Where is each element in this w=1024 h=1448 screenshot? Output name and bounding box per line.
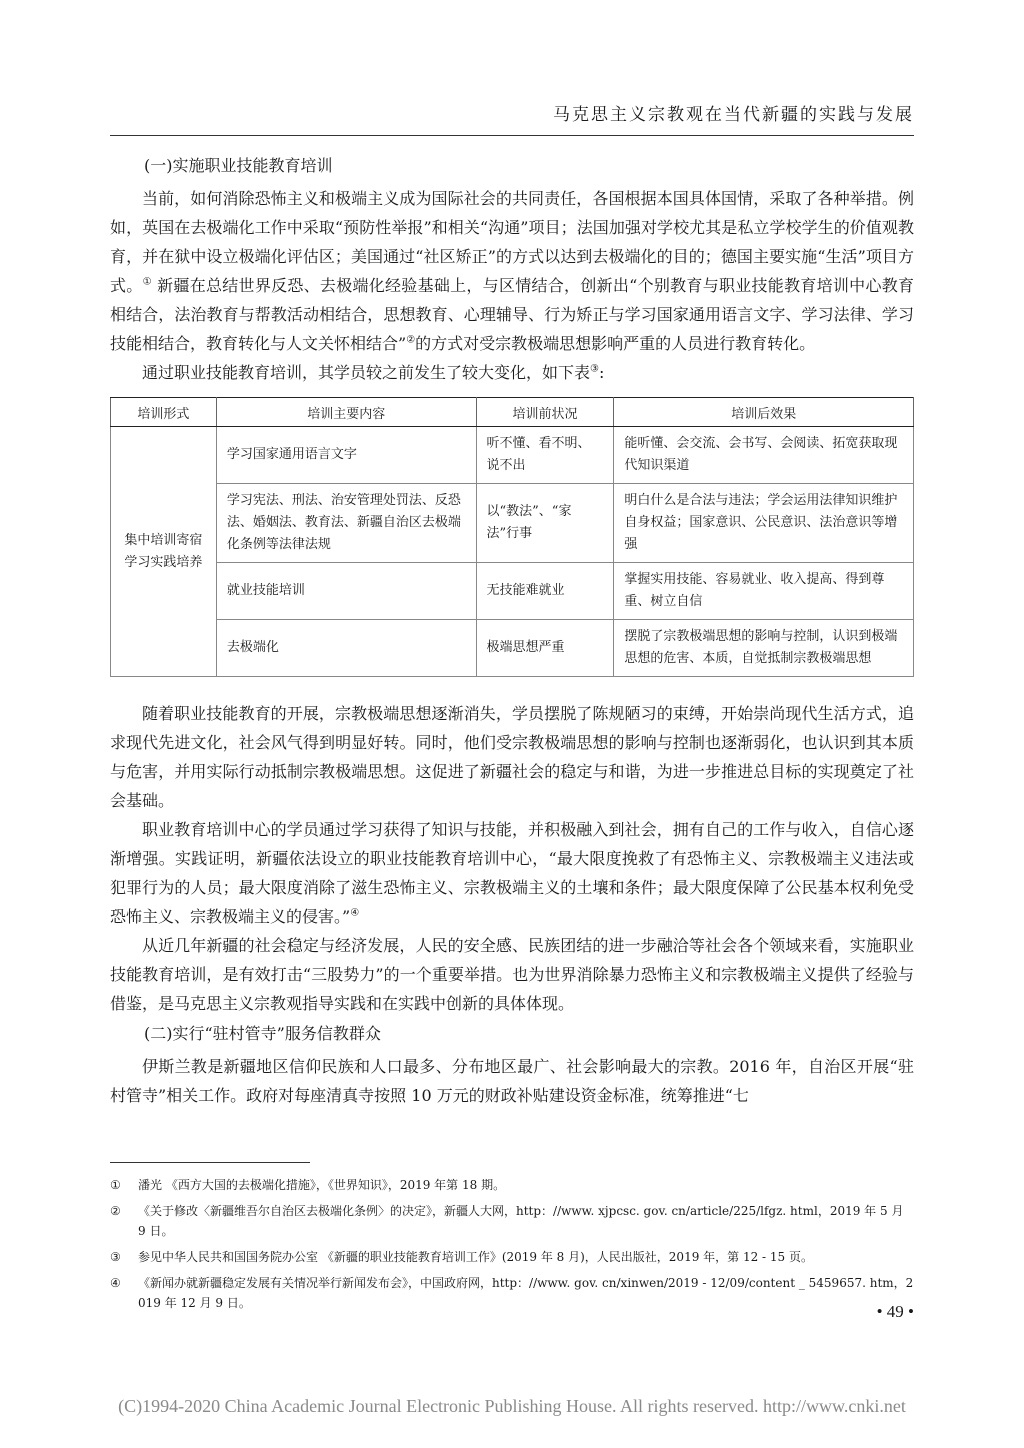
table-cell: 学习宪法、刑法、治安管理处罚法、反恐法、婚姻法、教育法、新疆自治区去极端化条例等法律法规 [216, 484, 476, 563]
footnote-ref-2[interactable]: ② [406, 334, 416, 346]
section-heading-1: (一)实施职业技能教育培训 [144, 156, 333, 175]
table-header: 培训后效果 [614, 398, 914, 427]
table-cell: 摆脱了宗教极端思想的影响与控制，认识到极端思想的危害、本质，自觉抵制宗教极端思想 [614, 620, 914, 677]
page-number: • 49 • [876, 1302, 914, 1321]
training-form-cell: 集中培训寄宿学习实践培养 [111, 427, 217, 677]
table-row [111, 563, 914, 620]
table-header: 培训前状况 [476, 398, 614, 427]
paragraph-3: 随着职业技能教育的开展，宗教极端思想逐渐消失，学员摆脱了陈规陋习的束缚，开始崇尚现代生活方式，追求现代先进文化，社会风气得到明显好转。同时，他们受宗教极端思想的影响与控制也逐渐弱化，也认识到其本质与危害，并用实际行动抵制宗教极端思想。这促进了新疆社会的稳定与和谐，为进一步推进总目标的实现奠定了社会基础。 [110, 704, 914, 810]
footnote-text: 《新闻办就新疆稳定发展有关情况举行新闻发布会》，中国政府网，http：//www. gov. cn/xinwen/2019 - 12/09/content _ 5459657. htm，2019 年 12 月 9 日。 [138, 1276, 914, 1310]
table-row [111, 427, 914, 484]
table-cell: 就业技能培训 [216, 563, 476, 620]
paragraph-5: 从近几年新疆的社会稳定与经济发展，人民的安全感、民族团结的进一步融洽等社会各个领域来看，实施职业技能教育培训，是有效打击“三股势力”的一个重要举措。也为世界消除暴力恐怖主义和宗教极端主义提供了经验与借鉴，是马克思主义宗教观指导实践和在实践中创新的具体体现。 [110, 936, 914, 1013]
table-cell: 以“教法”、“家法”行事 [476, 484, 614, 563]
footnote-mark: ② [110, 1204, 121, 1218]
footnote-item [110, 1247, 914, 1267]
footnote-item [110, 1201, 914, 1241]
copyright-notice: (C)1994-2020 China Academic Journal Electronic Publishing House. All rights reserved. http://www.cnki.net [118, 1396, 906, 1416]
footnote-ref-4[interactable]: ④ [350, 907, 360, 919]
table-cell: 极端思想严重 [476, 620, 614, 677]
footnote-mark: ③ [110, 1250, 121, 1264]
training-table [110, 397, 914, 677]
table-cell: 能听懂、会交流、会书写、会阅读、拓宽获取现代知识渠道 [614, 427, 914, 484]
footnote-mark: ① [110, 1178, 121, 1192]
footnote-item [110, 1175, 914, 1195]
footnote-item [110, 1273, 914, 1313]
footnotes [110, 1175, 914, 1313]
footnote-divider [110, 1162, 310, 1163]
footnote-text: 潘光 《西方大国的去极端化措施》，《世界知识》，2019 年第 18 期。 [138, 1178, 506, 1192]
footnote-text: 《关于修改〈新疆维吾尔自治区去极端化条例〉的决定》，新疆人大网，http：//www. xjpcsc. gov. cn/article/225/lfgz. html，2019 年 5 月 9 日。 [138, 1204, 904, 1238]
section-heading-2: (二)实行“驻村管寺”服务信教群众 [144, 1024, 381, 1043]
table-header: 培训形式 [111, 398, 217, 427]
paragraph-1: 当前，如何消除恐怖主义和极端主义成为国际社会的共同责任，各国根据本国具体国情，采取了各种举措。例如，英国在去极端化工作中采取“预防性举报”和相关“沟通”项目；法国加强对学校尤其是私立学校学生的价值观教育，并在狱中设立极端化评估区；美国通过“社区矫正”的方式以达到去极端化的目的；德国主要实施“生活”项目方式。① 新疆在总结世界反恐、去极端化经验基础上，与区情结合，创新出“个别教育与职业技能教育培训中心教育相结合，法治教育与帮教活动相结合，思想教育、心理辅导、行为矫正与学习国家通用语言文字、学习法律、学习技能相结合，教育转化与人文关怀相结合”②的方式对受宗教极端思想影响严重的人员进行教育转化。 [110, 189, 914, 353]
table-cell: 学习国家通用语言文字 [216, 427, 476, 484]
paragraph-4: 职业教育培训中心的学员通过学习获得了知识与技能，并积极融入到社会，拥有自己的工作与收入，自信心逐渐增强。实践证明，新疆依法设立的职业技能教育培训中心，“最大限度挽救了有恐怖主义、宗教极端主义违法或犯罪行为的人员；最大限度消除了滋生恐怖主义、宗教极端主义的土壤和条件；最大限度保障了公民基本权利免受恐怖主义、宗教极端主义的侵害。”④ [110, 820, 914, 926]
table-header: 培训主要内容 [216, 398, 476, 427]
table-cell: 明白什么是合法与违法；学会运用法律知识维护自身权益；国家意识、公民意识、法治意识等增强 [614, 484, 914, 563]
footnote-mark: ④ [110, 1276, 121, 1290]
article-body [110, 152, 914, 1319]
footnote-ref-1[interactable]: ① [142, 276, 152, 288]
table-row [111, 484, 914, 563]
paragraph-6: 伊斯兰教是新疆地区信仰民族和人口最多、分布地区最广、社会影响最大的宗教。2016 年，自治区开展“驻村管寺”相关工作。政府对每座清真寺按照 10 万元的财政补贴建设资金标准，统筹推进“七 [110, 1057, 914, 1105]
table-cell: 去极端化 [216, 620, 476, 677]
running-head: 马克思主义宗教观在当代新疆的实践与发展 [110, 100, 914, 136]
footnote-ref-3[interactable]: ③ [590, 363, 599, 375]
table-cell: 掌握实用技能、容易就业、收入提高、得到尊重、树立自信 [614, 563, 914, 620]
table-cell: 无技能难就业 [476, 563, 614, 620]
table-cell: 听不懂、看不明、说不出 [476, 427, 614, 484]
paragraph-2: 通过职业技能教育培训，其学员较之前发生了较大变化，如下表③: [142, 363, 605, 382]
table-row [111, 620, 914, 677]
table-header-row [111, 398, 914, 427]
footnote-text: 参见中华人民共和国国务院办公室 《新疆的职业技能教育培训工作》(2019 年 8 月)，人民出版社，2019 年，第 12 - 15 页。 [138, 1250, 814, 1264]
